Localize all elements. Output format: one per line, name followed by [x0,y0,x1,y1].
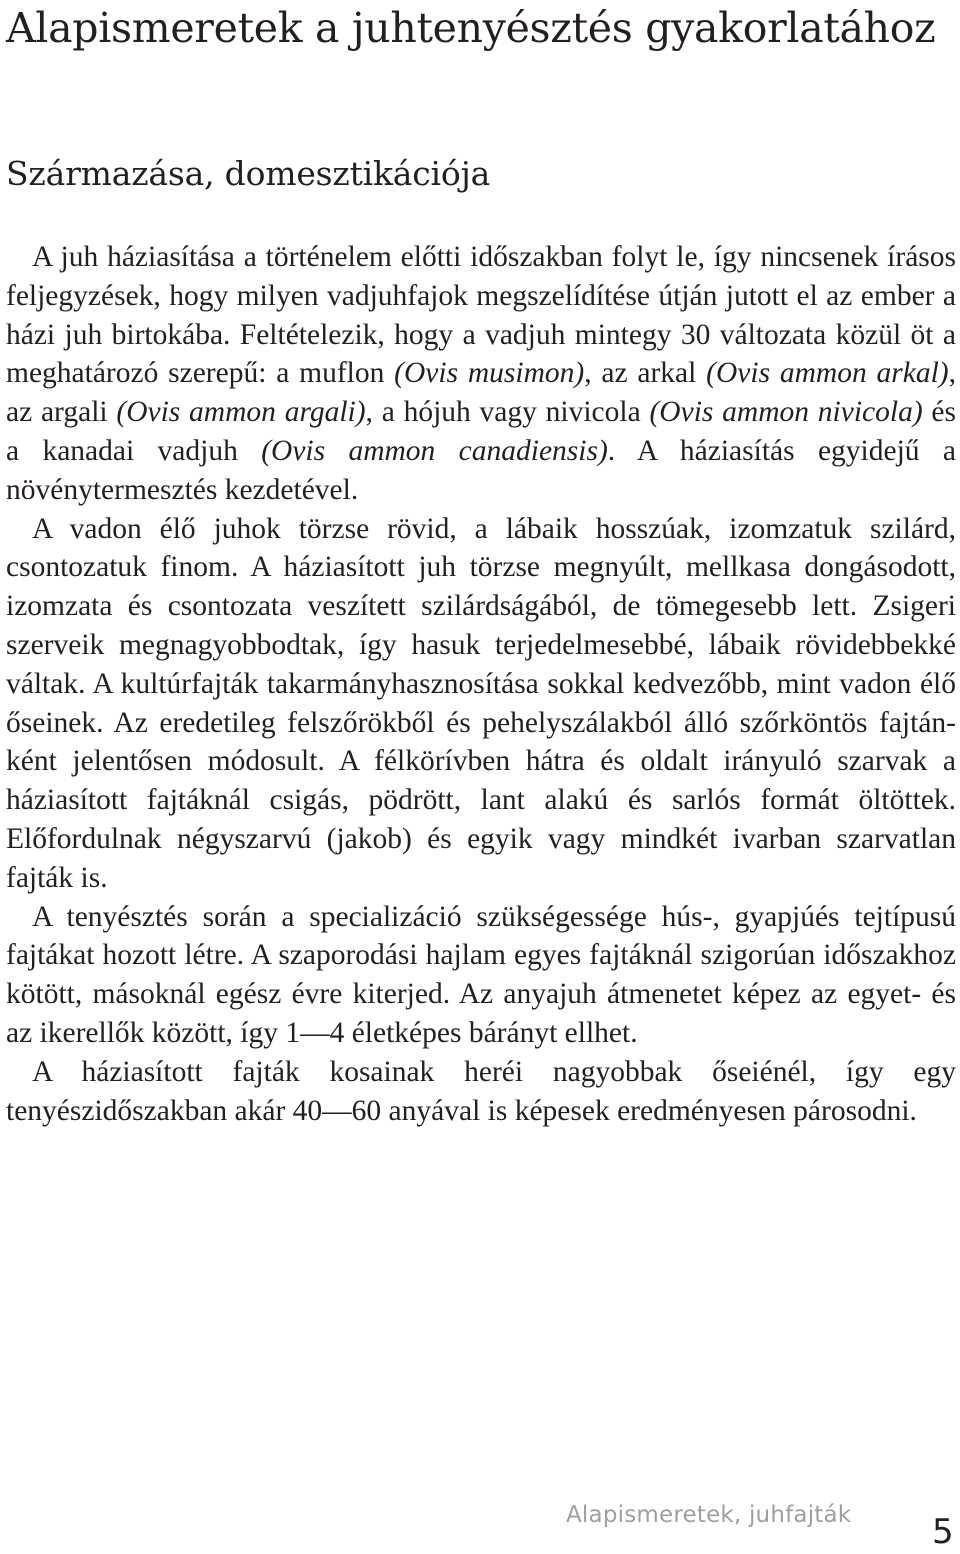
latin-species-name: (Ovis musimon) [394,357,585,390]
section-heading: Származása, domesztikációja [6,154,491,193]
latin-species-name: (Ovis ammon canadiensis) [261,434,608,467]
page-number: 5 [932,1512,954,1552]
text-run: , az arkal [584,357,707,390]
latin-species-name: (Ovis ammon arkal) [706,357,949,390]
paragraph [6,510,956,898]
text-run: A háziasított fajták kosainak heréi nagyobbak őseiénél, így egy tenyészidőszakban akár 40—60 anyával is képesek eredményesen párosodni. [6,1055,956,1127]
text-run: A tenyésztés során a specializáció szükségessége hús-, gyapjúés tejtípusú fajtákat hozott létre. A szaporodási hajlam egyes fajtáknál szigorúan időszakhoz kötött, másoknál egész évre kiterjed. Az anyajuh átmenetet képez az egyet- és az ikerellők között, így 1—4 életképes bárányt ellhet. [6,900,956,1049]
latin-species-name: (Ovis ammon nivicola) [649,396,923,429]
text-run: , az argali [6,357,956,429]
text-run: . A háziasítás egyidejű a növénytermesztés kezdetével. [6,434,956,506]
paragraph [6,898,956,1053]
text-run: A juh háziasítása a történelem előtti időszakban folyt le, így nincsenek írásos feljegyzések, hogy milyen vadjuhfajok megszelídítése útján jutott el az ember a házi juh birtokába. Feltételezik, hogy a vadjuh mintegy 30 változata közül öt a meghatározó szerepű: a muflon [6,241,956,390]
paragraph [6,238,956,510]
body-text [6,238,956,1130]
text-run: és a kanadai vadjuh [6,396,957,467]
chapter-title: Alapismeretek a juhtenyésztés gyakorlatához [6,4,936,52]
paragraph [6,1053,956,1131]
latin-species-name: (Ovis ammon argali) [116,396,366,429]
text-run: , a hójuh vagy nivicola [365,396,650,429]
text-run: A vadon élő juhok törzse rövid, a lábaik hosszúak, izomzatuk szilárd, csontozatuk finom. A háziasított juh törzse megnyúlt, mellkasa dongásodott, izomzata és csontozata veszített szilárdságából, de tömegesebb lett. Zsigeri szerveik megnagyobbodtak, így hasuk terjedelmesebbé, lábaik rövidebbekké váltak. A kultúrfajták takarmányhasznosítása sokkal kedvezőbb, mint vadon élő őseinek. Az eredetileg felszőrökből és pehelyszálakból álló szőrköntös fajtánként jelentősen módosult. A félkörívben hátra és oldalt irányuló szarvak a háziasított fajtáknál csigás, pödrött, lant alakú és sarlós formát öltöttek. Előfordulnak négyszarvú (jakob) és egyik vagy mindkét ivarban szarvatlan fajták is. [6,512,956,894]
running-footer-title: Alapismeretek, juhfajták [566,1502,852,1528]
